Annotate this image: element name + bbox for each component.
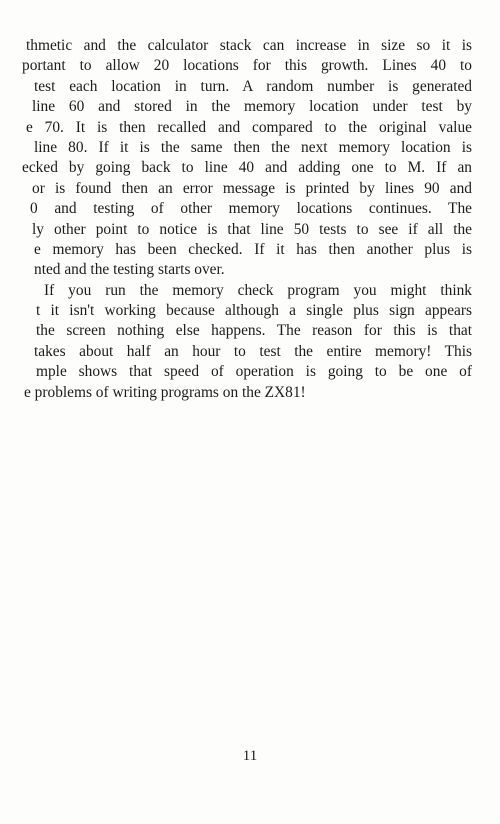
text-line: line 80. If it is the same then the next memory location is bbox=[34, 138, 472, 156]
text-line: e problems of writing programs on the ZX81! bbox=[24, 383, 306, 401]
text-line: or is found then an error message is printed by lines 90 and bbox=[32, 179, 472, 197]
text-line: e 70. It is then recalled and compared to the original value bbox=[26, 118, 472, 136]
text-line: takes about half an hour to test the entire memory! This bbox=[34, 342, 472, 360]
page-number: 11 bbox=[242, 748, 258, 764]
text-line: test each location in turn. A random number is generated bbox=[34, 77, 472, 95]
paragraph-2 bbox=[22, 281, 472, 403]
text-line: nted and the testing starts over. bbox=[34, 261, 225, 279]
text-line: line 60 and stored in the memory location under test by bbox=[32, 98, 472, 116]
text-line: ecked by going back to line 40 and adding one to M. If an bbox=[22, 159, 472, 177]
text-line: 0 and testing of other memory locations continues. The bbox=[30, 200, 472, 218]
text-line: t it isn't working because although a single plus sign appears bbox=[36, 302, 472, 320]
text-line: the screen nothing else happens. The reason for this is that bbox=[36, 322, 472, 340]
text-line: e memory has been checked. If it has then another plus is bbox=[34, 240, 472, 258]
body-text bbox=[22, 36, 472, 403]
text-line: thmetic and the calculator stack can increase in size so it is bbox=[26, 37, 472, 54]
text-line: ly other point to notice is that line 50 tests to see if all the bbox=[32, 220, 472, 238]
text-line: portant to allow 20 locations for this growth. Lines 40 to bbox=[22, 57, 472, 75]
text-line: If you run the memory check program you might think bbox=[44, 281, 472, 299]
paragraph-1 bbox=[22, 36, 472, 281]
text-line: mple shows that speed of operation is going to be one of bbox=[36, 363, 472, 381]
